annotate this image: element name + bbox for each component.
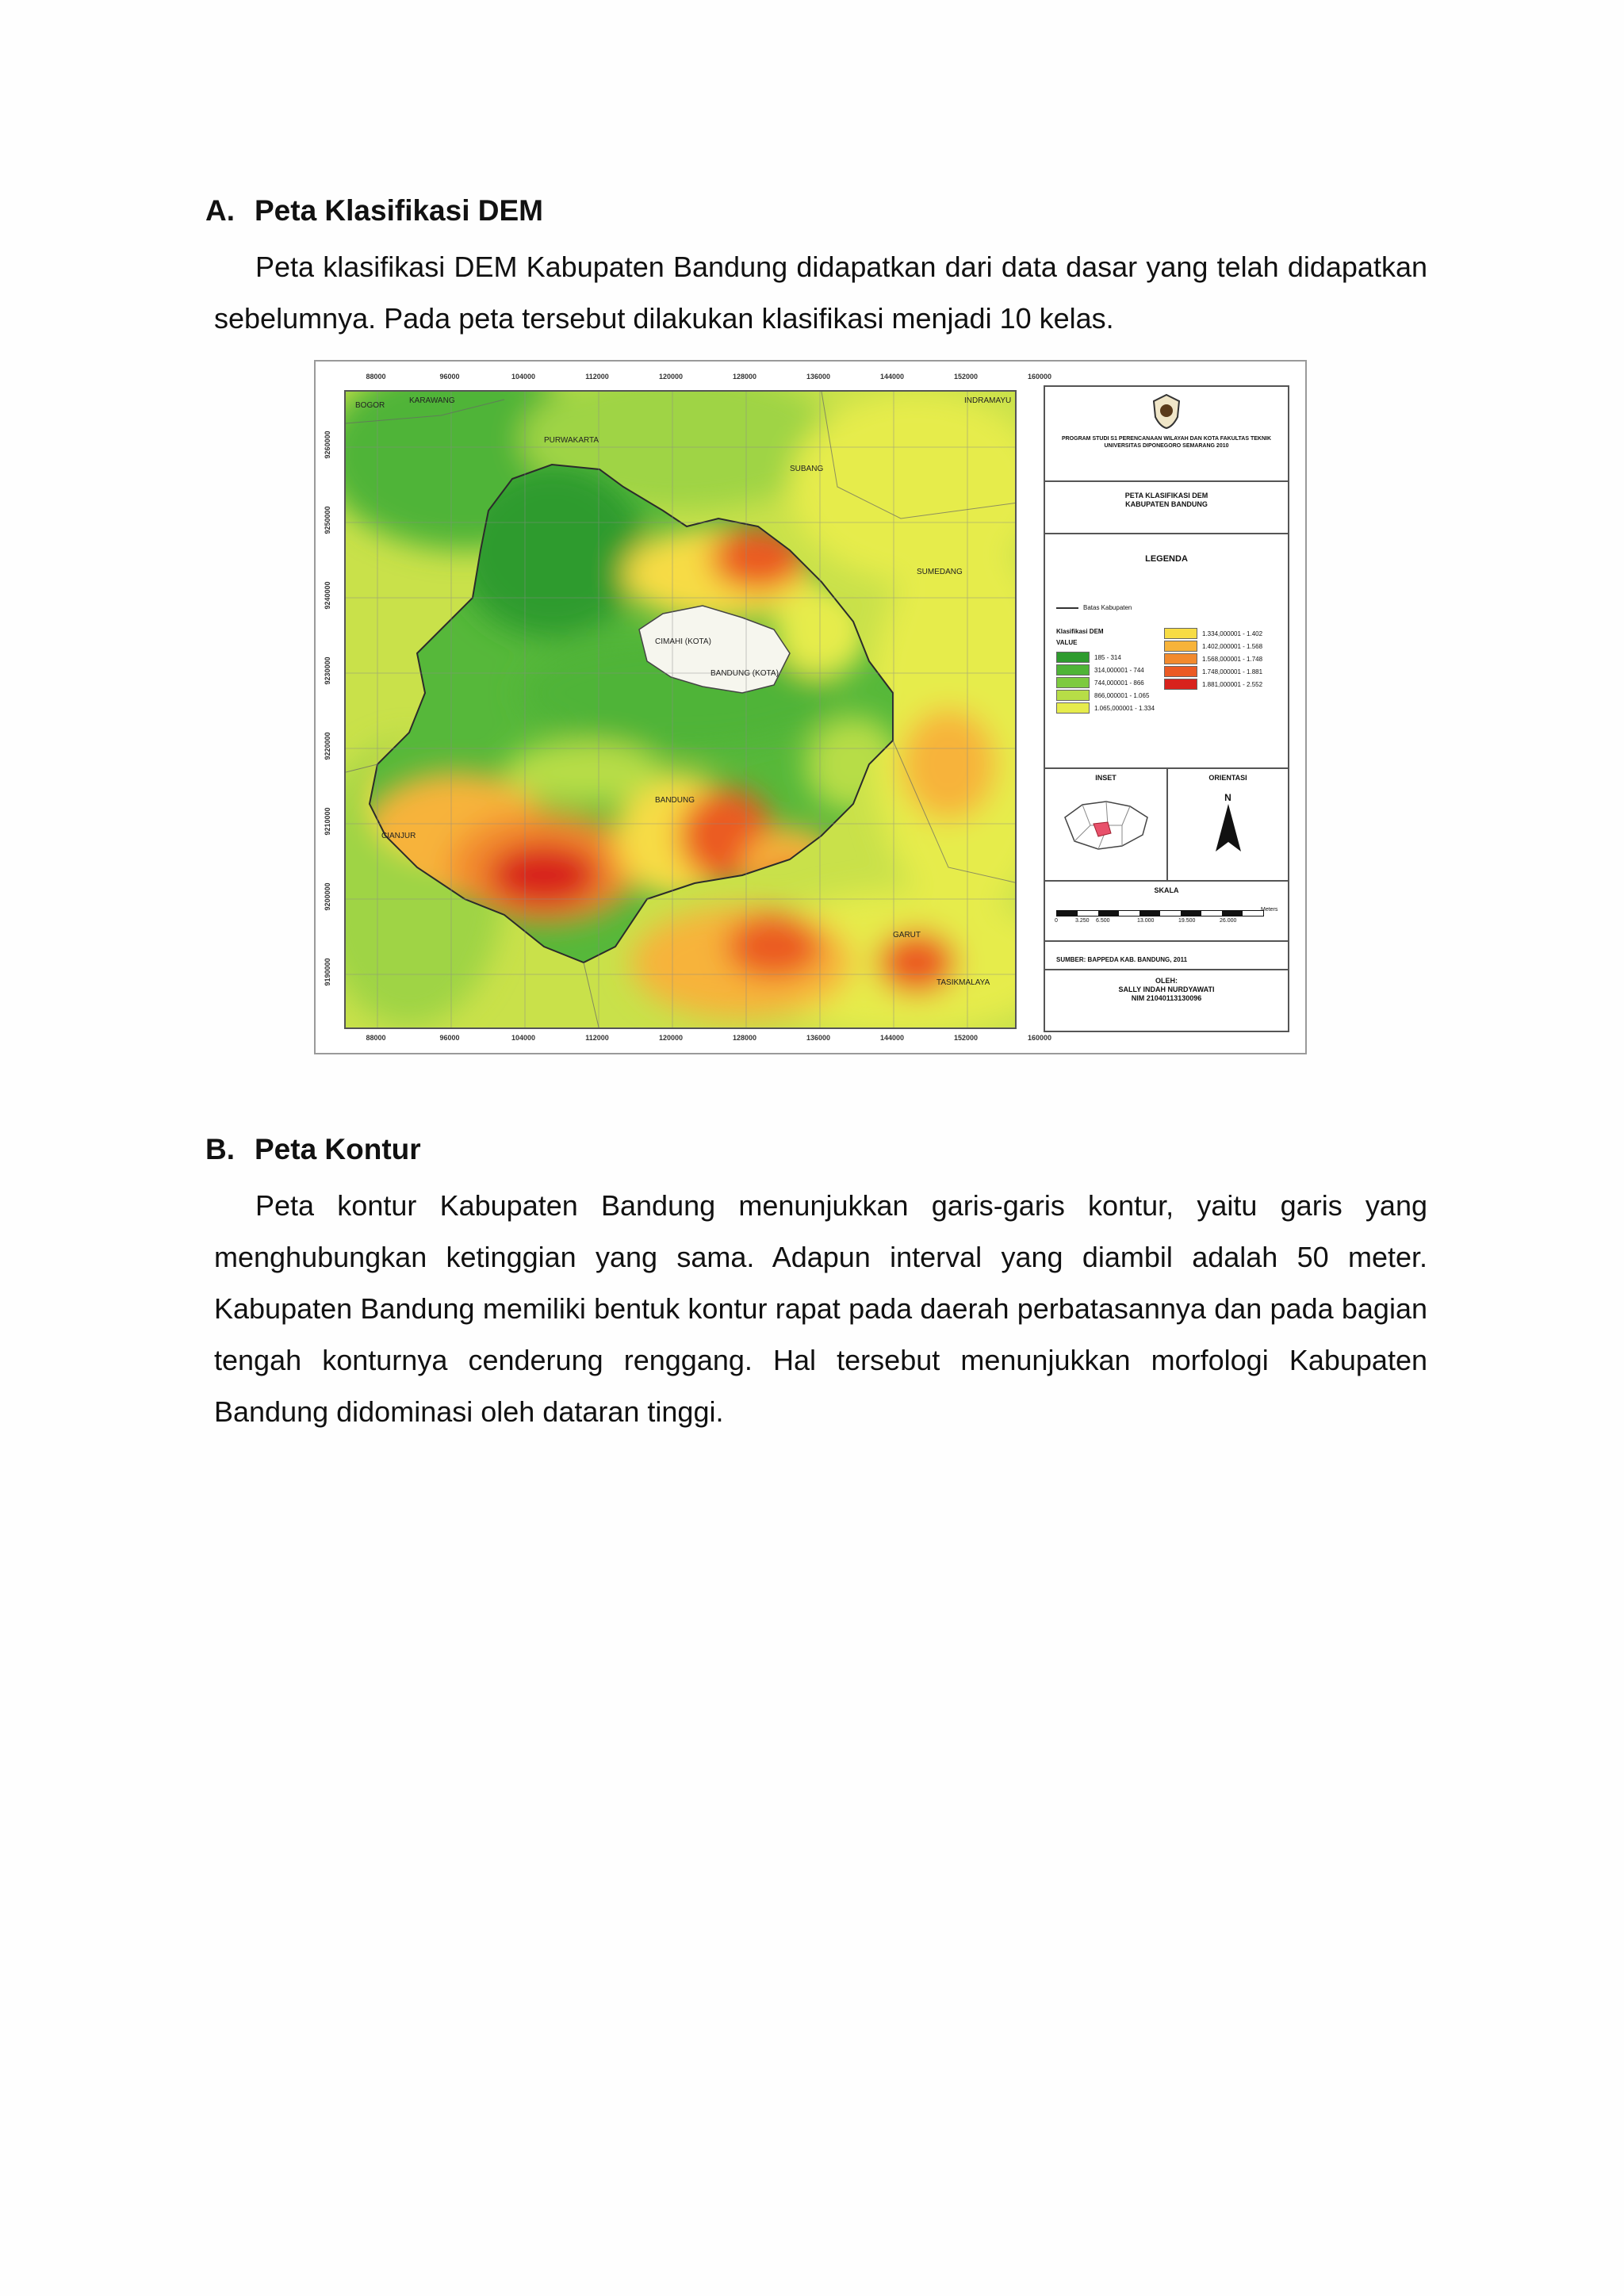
legend-title: LEGENDA: [1145, 554, 1188, 564]
place-sumedang: SUMEDANG: [917, 568, 963, 576]
map-title-line2: KABUPATEN BANDUNG: [1125, 500, 1208, 508]
map-info-panel: [1044, 385, 1289, 1032]
legend-swatch-7: [1164, 653, 1197, 664]
x-tick-top-7: 144000: [879, 373, 905, 381]
scale-tick-3: 13.000: [1137, 918, 1155, 924]
place-purwakarta: PURWAKARTA: [544, 436, 599, 445]
section-b-title: Peta Kontur: [255, 1133, 421, 1165]
legend-swatch-4: [1056, 702, 1090, 714]
legend-class-2: [1056, 677, 1144, 688]
x-tick-top-8: 152000: [953, 373, 979, 381]
map-title-box: [1045, 482, 1288, 534]
institution-box: [1045, 387, 1288, 482]
university-logo-icon: [1151, 393, 1182, 430]
section-b-text: Peta kontur Kabupaten Bandung menunjukkan garis-garis kontur, yaitu garis yang menghubungkan ketinggian yang sama. Adapun interval yang diambil adalah 50 meter. Kabupaten Bandung memiliki bentuk kontur rapat pada daerah perbatasannya dan pada bagian tengah konturnya cenderung renggang. Hal tersebut menunjukkan morfologi Kabupaten Bandung didominasi oleh dataran tinggi.: [214, 1189, 1427, 1428]
scale-tick-1: 3.250: [1075, 918, 1090, 924]
section-a-title: Peta Klasifikasi DEM: [255, 194, 543, 227]
y-tick-6: 9200000: [324, 882, 331, 911]
place-garut: GARUT: [893, 931, 921, 939]
scale-bar: [1056, 910, 1264, 916]
scale-ticks: [1053, 918, 1283, 928]
scale-tick-4: 19.500: [1178, 918, 1196, 924]
legend-label-7: 1.568,000001 - 1.748: [1202, 655, 1263, 663]
x-tick-bottom-9: 160000: [1027, 1034, 1052, 1042]
legend-class-6: [1164, 641, 1262, 652]
y-tick-0: 9260000: [324, 430, 331, 459]
legend-class-7: [1164, 653, 1262, 664]
x-tick-bottom-5: 128000: [732, 1034, 757, 1042]
north-label: N: [1224, 792, 1231, 803]
place-indramayu: INDRAMAYU: [964, 396, 1012, 405]
inset-orientation-box: [1045, 769, 1288, 882]
x-tick-top-3: 112000: [585, 373, 609, 381]
x-tick-top-6: 136000: [806, 373, 831, 381]
legend-swatch-0: [1056, 652, 1090, 663]
legend-label-6: 1.402,000001 - 1.568: [1202, 642, 1263, 650]
y-tick-3: 9230000: [324, 656, 331, 685]
x-tick-top-0: 88000: [366, 373, 386, 381]
legend-class-9: [1164, 679, 1262, 690]
legend-boundary-label: Batas Kabupaten: [1083, 604, 1132, 611]
north-arrow-icon: [1212, 802, 1244, 855]
scale-tick-2: 6.500: [1096, 918, 1110, 924]
legend-label-3: 866,000001 - 1.065: [1094, 691, 1150, 699]
y-tick-2: 9240000: [324, 581, 331, 610]
x-tick-bottom-6: 136000: [806, 1034, 831, 1042]
legend-label-8: 1.748,000001 - 1.881: [1202, 668, 1263, 675]
y-tick-1: 9250000: [324, 506, 331, 534]
dem-map-figure: [314, 360, 1307, 1054]
legend-class-4: [1056, 702, 1155, 714]
x-tick-bottom-7: 144000: [879, 1034, 905, 1042]
x-tick-bottom-0: 88000: [366, 1034, 386, 1042]
legend-label-9: 1.881,000001 - 2.552: [1202, 680, 1263, 688]
place-karawang: KARAWANG: [409, 396, 455, 405]
legend-label-4: 1.065,000001 - 1.334: [1094, 704, 1155, 712]
scale-tick-5: 26.000: [1220, 918, 1237, 924]
scale-unit: Meters: [1261, 907, 1278, 913]
place-subang: SUBANG: [790, 465, 824, 473]
legend-box: [1045, 534, 1288, 769]
scale-tick-0: 0: [1055, 918, 1058, 924]
scale-box: [1045, 882, 1288, 942]
map-title-line1: PETA KLASIFIKASI DEM: [1124, 492, 1208, 499]
section-a-text: Peta klasifikasi DEM Kabupaten Bandung didapatkan dari data dasar yang telah didapatkan sebelumnya. Pada peta tersebut dilakukan klasifikasi menjadi 10 kelas.: [214, 251, 1427, 335]
y-tick-7: 9190000: [324, 958, 331, 986]
legend-swatch-2: [1056, 677, 1090, 688]
legend-class-1: [1056, 664, 1144, 675]
scale-label: SKALA: [1154, 886, 1179, 894]
legend-swatch-1: [1056, 664, 1090, 675]
x-tick-top-2: 104000: [511, 373, 536, 381]
legend-boundary: [1056, 604, 1132, 611]
place-cianjur: CIANJUR: [381, 832, 416, 840]
legend-label-0: 185 - 314: [1094, 653, 1121, 661]
x-tick-bottom-3: 112000: [585, 1034, 609, 1042]
place-tasikmalaya: TASIKMALAYA: [936, 978, 990, 987]
section-b-paragraph: [214, 1180, 1427, 1437]
orientation-label: ORIENTASI: [1208, 774, 1247, 782]
place-bandung: BANDUNG: [655, 796, 695, 805]
y-tick-4: 9220000: [324, 732, 331, 760]
inset-box: [1045, 769, 1168, 882]
inset-map: [1059, 794, 1154, 857]
legend-swatch-8: [1164, 666, 1197, 677]
x-tick-top-5: 128000: [732, 373, 757, 381]
source-box: [1045, 942, 1288, 970]
legend-label-5: 1.334,000001 - 1.402: [1202, 629, 1263, 637]
section-a-paragraph: [214, 241, 1427, 344]
section-a-letter: A.: [205, 194, 235, 227]
legend-swatch-9: [1164, 679, 1197, 690]
author-label: OLEH:: [1155, 977, 1178, 985]
legend-label-2: 744,000001 - 866: [1094, 679, 1144, 687]
place-bandung-kota: BANDUNG (KOTA): [710, 669, 779, 678]
legend-class-3: [1056, 690, 1149, 701]
section-b-heading: [205, 1132, 421, 1167]
legend-label-1: 314,000001 - 744: [1094, 666, 1144, 674]
legend-class-5: [1164, 628, 1262, 639]
x-tick-top-4: 120000: [658, 373, 684, 381]
legend-value-label: VALUE: [1056, 639, 1078, 646]
legend-class-title: Klasifikasi DEM: [1056, 628, 1104, 635]
legend-class-8: [1164, 666, 1262, 677]
author-box: [1045, 970, 1288, 1031]
legend-class-0: [1056, 652, 1121, 663]
x-tick-bottom-8: 152000: [953, 1034, 979, 1042]
y-tick-5: 9210000: [324, 807, 331, 836]
x-tick-bottom-2: 104000: [511, 1034, 536, 1042]
section-a-heading: [205, 193, 543, 228]
orientation-box: [1168, 769, 1288, 882]
author-nim: NIM 21040113130096: [1131, 994, 1202, 1002]
legend-swatch-6: [1164, 641, 1197, 652]
x-tick-bottom-1: 96000: [439, 1034, 460, 1042]
author-name: SALLY INDAH NURDYAWATI: [1118, 985, 1215, 993]
dem-map: [344, 390, 1017, 1029]
legend-swatch-5: [1164, 628, 1197, 639]
section-b-letter: B.: [205, 1133, 235, 1165]
legend-swatch-3: [1056, 690, 1090, 701]
institution-name: PROGRAM STUDI S1 PERENCANAAN WILAYAH DAN KOTA FAKULTAS TEKNIK UNIVERSITAS DIPONEGORO SEMARANG 2010: [1061, 436, 1272, 449]
x-tick-top-1: 96000: [439, 373, 460, 381]
x-tick-bottom-4: 120000: [658, 1034, 684, 1042]
place-bogor: BOGOR: [355, 401, 385, 410]
source-text: SUMBER: BAPPEDA KAB. BANDUNG, 2011: [1056, 956, 1188, 963]
inset-label: INSET: [1095, 774, 1116, 782]
place-cimahi: CIMAHI (KOTA): [655, 637, 711, 646]
x-tick-top-9: 160000: [1027, 373, 1052, 381]
